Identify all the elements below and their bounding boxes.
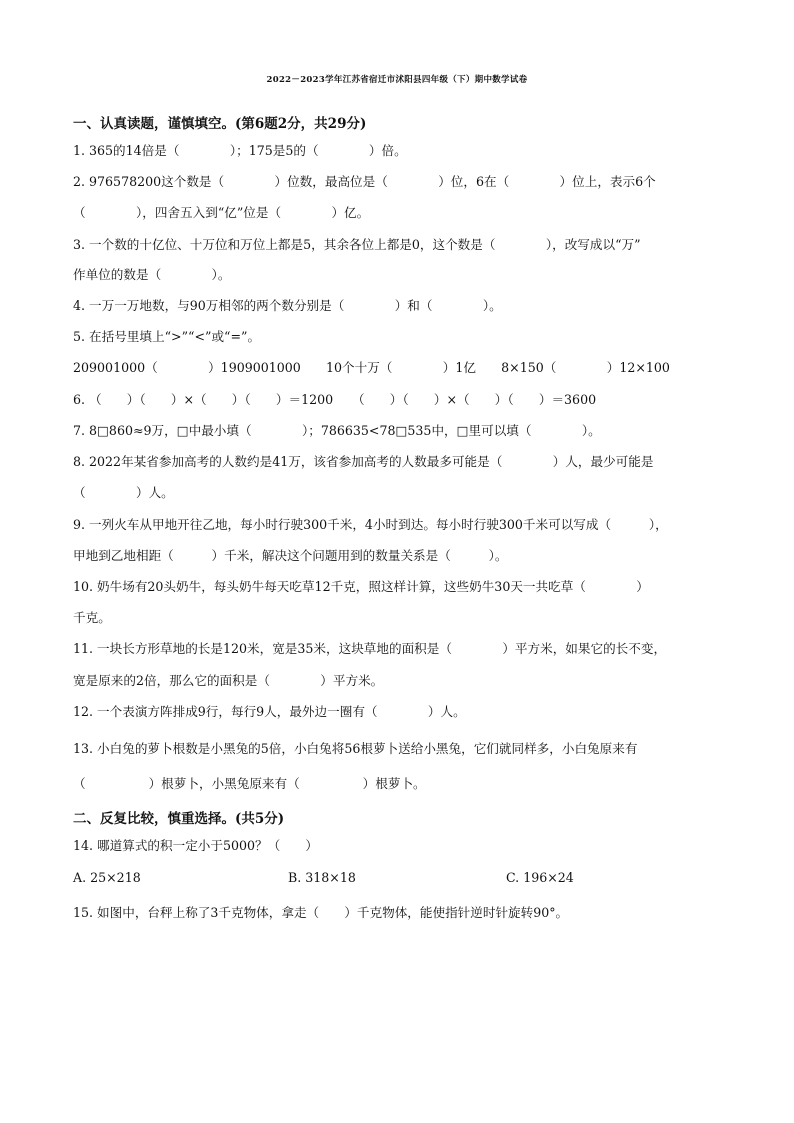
question-3-line-2: 作单位的数是（ ）。 bbox=[73, 267, 231, 282]
question-9-line-2: 甲地到乙地相距（ ）千米，解决这个问题用到的数量关系是（ ）。 bbox=[73, 548, 508, 563]
question-6: 6. （ ）（ ）×（ ）（ ）＝1200 （ ）（ ）×（ ）（ ）＝3600 bbox=[73, 392, 597, 407]
question-14-option-b: B. 318×18 bbox=[288, 870, 356, 885]
question-8-line-2: （ ）人。 bbox=[73, 485, 174, 500]
question-10-line-1: 10. 奶牛场有20头奶牛，每头奶牛每天吃草12千克，照这样计算，这些奶牛30天一共吃草（ ） bbox=[73, 579, 649, 594]
question-8-line-1: 8. 2022年某省参加高考的人数约是41万，该省参加高考的人数最多可能是（ ）人，最少可能是 bbox=[73, 454, 654, 469]
section-2-heading: 二、反复比较，慎重选择。(共5分) bbox=[73, 811, 285, 827]
question-11-line-2: 宽是原来的2倍，那么它的面积是（ ）平方米。 bbox=[73, 673, 384, 688]
question-1: 1. 365的14倍是（ ）；175是5的（ ）倍。 bbox=[73, 143, 407, 158]
question-15: 15. 如图中，台秤上称了3千克物体，拿走（ ）千克物体，能使指针逆时针旋转90°。 bbox=[73, 905, 569, 920]
question-3-line-1: 3. 一个数的十亿位、十万位和万位上都是5，其余各位上都是0，这个数是（ ），改写成以“万” bbox=[73, 237, 641, 252]
question-4: 4. 一万一万地数，与90万相邻的两个数分别是（ ）和（ ）。 bbox=[73, 298, 502, 313]
question-14-option-a: A. 25×218 bbox=[73, 870, 141, 885]
exam-title: 2022－2023学年江苏省宿迁市沭阳县四年级（下）期中数学试卷 bbox=[266, 75, 528, 85]
question-2-line-1: 2. 976578200这个数是（ ）位数，最高位是（ ）位，6在（ ）位上，表示6个 bbox=[73, 174, 656, 189]
question-9-line-1: 9. 一列火车从甲地开往乙地，每小时行驶300千米，4小时到达。每小时行驶300千米可以写成（ ）， bbox=[73, 517, 668, 532]
question-13-line-2: （ ）根萝卜，小黑兔原来有（ ）根萝卜。 bbox=[73, 776, 426, 791]
question-14: 14. 哪道算式的积一定小于5000？（ ） bbox=[73, 838, 318, 853]
question-11-line-1: 11. 一块长方形草地的长是120米，宽是35米，这块草地的面积是（ ）平方米，如果它的长不变， bbox=[73, 641, 667, 656]
question-5-items: 209001000（ ）1909001000 10个十万（ ）1亿 8×150（ ）12×100 bbox=[73, 360, 670, 375]
question-7: 7. 8□860≈9万，□中最小填（ ）；786635<78□535中，□里可以填（ ）。 bbox=[73, 423, 601, 438]
question-14-option-c: C. 196×24 bbox=[506, 870, 574, 885]
question-2-line-2: （ ），四舍五入到“亿”位是（ ）亿。 bbox=[73, 205, 370, 220]
question-12: 12. 一个表演方阵排成9行，每行9人，最外边一圈有（ ）人。 bbox=[73, 704, 466, 719]
question-5: 5. 在括号里填上“>”“<”或“=”。 bbox=[73, 329, 261, 344]
section-1-heading: 一、认真读题，谨慎填空。(第6题2分，共29分) bbox=[73, 116, 367, 132]
question-10-line-2: 千克。 bbox=[73, 610, 111, 625]
question-13-line-1: 13. 小白兔的萝卜根数是小黑兔的5倍，小白兔将56根萝卜送给小黑兔，它们就同样多，小白兔原来有 bbox=[73, 741, 638, 756]
